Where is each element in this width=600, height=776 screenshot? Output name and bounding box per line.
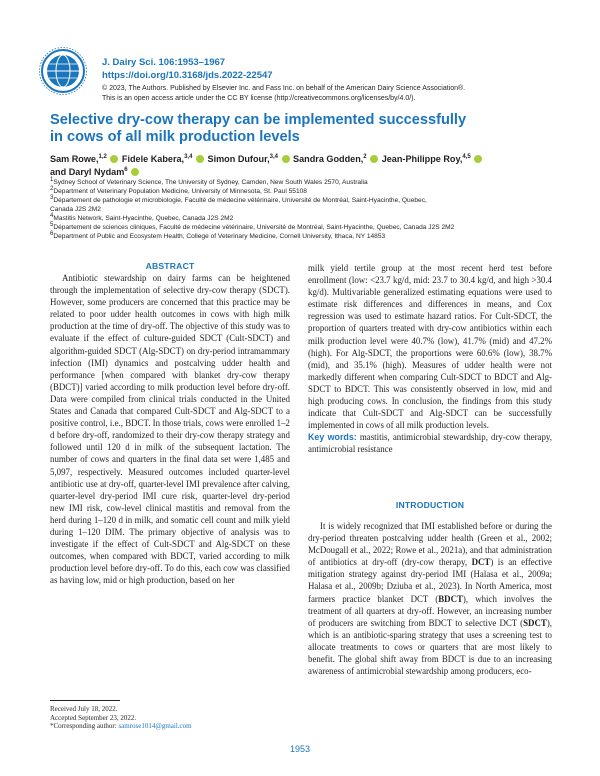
received-date: Received July 18, 2022. bbox=[50, 705, 118, 713]
orcid-icon[interactable] bbox=[282, 155, 290, 163]
abstract-left-column bbox=[50, 272, 290, 586]
orcid-icon[interactable] bbox=[370, 155, 378, 163]
copyright-notice bbox=[102, 84, 465, 104]
adsa-globe-logo bbox=[38, 46, 88, 96]
author-name: Sam Rowe, bbox=[50, 154, 99, 164]
author-affil-sup: 1,2 bbox=[98, 153, 107, 160]
author-affil-sup: 2 bbox=[363, 153, 367, 160]
accepted-date: Accepted September 23, 2022. bbox=[50, 713, 137, 722]
author-affil-sup: 6 bbox=[124, 166, 128, 173]
copyright-line-2: This is an open access article under the CC BY license (http://creativecommons.org/licenses/by/4.0/). bbox=[102, 95, 416, 102]
article-title bbox=[50, 112, 520, 146]
orcid-icon[interactable] bbox=[196, 155, 204, 163]
affiliation: $^5$Département de sciences cliniques, Faculté de médecine vétérinaire, Université de Montréal, Saint-Hyacinthe, Quebec, Canada J2S 2M2 bbox=[50, 221, 455, 231]
introduction-heading: INTRODUCTION bbox=[395, 500, 465, 510]
author-name: Fidele Kabera, bbox=[121, 154, 185, 164]
abstract-right-column bbox=[308, 262, 552, 456]
abbrev-bdct: BDCT bbox=[438, 593, 463, 604]
author-name: Sandra Godden, bbox=[293, 154, 364, 164]
abbrev-sdct: SDCT bbox=[523, 617, 547, 628]
abstract-text-continued: milk yield tertile group at the most recent herd test before enrollment (low: <23.7 kg/d, mid: 23.7 to 30.4 kg/d, and high >30.4 kg/d). Multivariable generalized estimating equations were used to estimate risk differences and differences in means, and Cox regression was used to estimate hazard ratios. For Cult-SDCT, the proportion of quarters treated with dry-cow antibiotics within each milk production level were 40.7% (low), 41.7% (mid) and 47.2% (high). For Alg-SDCT, the proportions were 60.6% (low), 38.7% (mid), and 35.1% (high). Measures of udder health were not markedly different when comparing Cult-SDCT to BDCT and Alg-SDCT to BDCT. This was consistently observed in low, mid and high producing cows. In conclusion, the findings from this study indicate that Cult-SDCT and Alg-SDCT can be successfully implemented in cows of all milk production levels. bbox=[308, 263, 552, 431]
footnote-divider bbox=[50, 700, 120, 701]
page-number: 1953 bbox=[289, 744, 311, 754]
author-name: Jean-Philippe Roy, bbox=[381, 154, 463, 164]
author-affil-sup: 4,5 bbox=[462, 153, 471, 160]
keywords-label: Key words: bbox=[308, 432, 357, 443]
abbrev-dct: DCT bbox=[471, 557, 491, 568]
affiliation: $^6$Department of Public and Ecosystem Health, College of Veterinary Medicine, Cornell University, Ithaca, NY 14853 bbox=[50, 230, 386, 240]
orcid-icon[interactable] bbox=[131, 168, 139, 176]
orcid-icon[interactable] bbox=[474, 155, 482, 163]
introduction-text: It is widely recognized that IMI established before or during the dry-period threaten postcalving udder health (Green et al., 2002; McDougall et al., 2022; Rowe et al., 2021a), and that administration of antibiotics at dry-off (dry-cow therapy, DCT) is an effective mitigation strategy against dry-period IMI (Halasa et al., 2009a; Halasa et al., 2009b; Dziuba et al., 2023). In North America, most farmers practice blanket DCT (BDCT), which involves the treatment of all quarters at dry-off. However, an increasing number of producers are switching from BDCT to selective DCT (SDCT), which is an antibiotic-sparing strategy that uses a screening test to allocate treatments to cows or quarters that are most likely to benefit. The global shift away from BDCT is due to an increasing awareness of antimicrobial stewardship among producers, eco- bbox=[308, 521, 552, 677]
journal-citation: J. Dairy Sci. 106:1953–1967 bbox=[102, 57, 226, 68]
orcid-icon[interactable] bbox=[110, 155, 118, 163]
title-line-2: in cows of all milk production levels bbox=[50, 129, 300, 145]
affiliations bbox=[50, 178, 560, 241]
author-affil-sup: 3,4 bbox=[184, 153, 193, 160]
affiliation-continued: Canada J2S 2M2 bbox=[50, 206, 101, 213]
affiliation: $^4$Mastitis Network, Saint-Hyacinthe, Quebec, Canada J2S 2M2 bbox=[50, 212, 234, 222]
footnotes bbox=[50, 705, 192, 731]
doi-link[interactable]: https://doi.org/10.3168/jds.2022-22547 bbox=[102, 70, 273, 81]
copyright-line-1: © 2023, The Authors. Published by Elsevier Inc. and Fass Inc. on behalf of the American Dairy Science Association®. bbox=[102, 85, 466, 92]
author-list bbox=[50, 153, 550, 179]
title-line-1: Selective dry-cow therapy can be implemented successfully bbox=[50, 112, 467, 128]
email-link[interactable]: samrose1014@gmail.com bbox=[118, 722, 192, 731]
author-name: Simon Dufour, bbox=[207, 154, 270, 164]
affiliation: $^2$Department of Veterinary Population Medicine, University of Minnesota, St. Paul 55108 bbox=[50, 185, 307, 195]
author-affil-sup: 3,4 bbox=[269, 153, 278, 160]
keywords-text: mastitis, antimicrobial stewardship, dry-cow therapy, antimicrobial resistance bbox=[308, 432, 552, 455]
journal-header bbox=[102, 56, 273, 82]
affiliation: $^3$Département de pathologie et microbiologie, Faculté de médecine vétérinaire, Université de Montréal, Saint-Hyacinthe, Quebec, bbox=[50, 194, 427, 204]
abstract-text: Antibiotic stewardship on dairy farms can be heightened through the implementation of selective dry-cow therapy (SDCT). However, some producers are concerned that this practice may be related to poor udder health outcomes in cows with high milk production at the time of dry-off. The objective of this study was to evaluate if the effect of culture-guided SDCT (Cult-SDCT) and algorithm-guided SDCT (Alg-SDCT) on dry-period intramammary infection (IMI) dynamics and postcalving udder health and performance [when compared with blanket dry-cow therapy (BDCT)] varied according to milk production level before dry-off. Data were compiled from clinical trials conducted in the United States and Canada that compared Cult-SDCT and Alg-SDCT to a positive control, i.e., BDCT. In those trials, cows were enrolled 1–2 d before dry-off, randomized to their dry-cow therapy strategy and followed until 120 d in milk of the subsequent lactation. The number of cows and quarters in the final data set were 1,485 and 5,097, respectively. Measured outcomes included quarter-level antibiotic use at dry-off, quarter-level IMI prevalence after calving, quarter-level dry-period IMI cure risk, quarter-level dry-period new IMI risk, cow-level clinical mastitis and removal from the herd during 1–120 d in milk, and somatic cell count and milk yield during 1–120 DIM. The primary objective of analysis was to investigate if the effect of Cult-SDCT and Alg-SDCT on these outcomes, when compared with BDCT, varied according to milk production level before dry-off. To do this, each cow was classified as having low, mid or high production, based on her bbox=[50, 273, 290, 586]
abstract-heading: ABSTRACT bbox=[145, 261, 195, 271]
corresponding-author: *Corresponding author: samrose1014@gmail.com bbox=[50, 722, 192, 731]
affiliation: $^1$Sydney School of Veterinary Science, The University of Sydney, Camden, New South Wales 2570, Australia bbox=[50, 176, 368, 186]
keywords bbox=[308, 431, 552, 455]
author-name: and Daryl Nydam bbox=[50, 167, 125, 177]
